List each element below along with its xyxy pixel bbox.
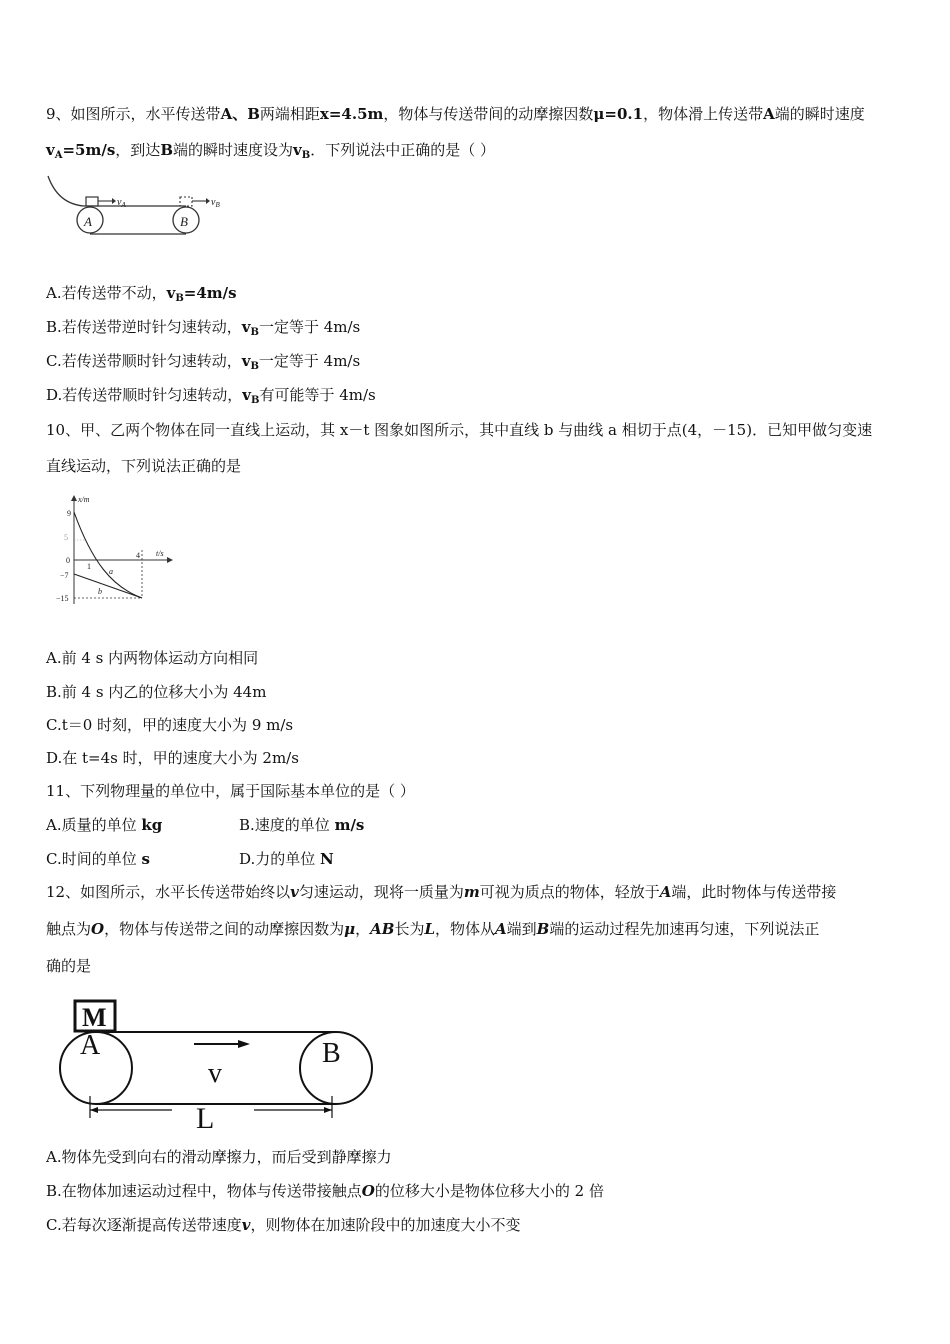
q10-line-b-label: b [98,587,102,596]
q12-option-a[interactable]: A.物体先受到向右的滑动摩擦力，而后受到静摩擦力 [46,1148,392,1166]
q10-xlabel: t/s [156,549,164,558]
q9-option-c[interactable]: C.若传送带顺时针匀速转动，$v_B$一定等于 4m/s [46,352,361,372]
q9-wheel-b-label: B [180,214,188,229]
q9-ramp-curve [48,176,84,206]
q10-option-b[interactable]: B.前 4 s 内乙的位移大小为 44m [46,683,267,701]
q12-conveyor-figure [54,998,374,1134]
q11-option-b[interactable]: B.速度的单位 m/s [239,816,365,834]
q10-ytick-m7: −7 [60,571,69,580]
q9-conveyor-figure [44,172,234,242]
q10-ytick-5: 5 [64,533,68,542]
q10-curve-a-label: a [109,567,113,576]
q10-option-d[interactable]: D.在 t=4s 时，甲的速度大小为 2m/s [46,749,299,767]
q9-va-label: $v_A$ [117,197,126,209]
q12-length-label: L [196,1102,215,1134]
q9-block-a [86,197,98,206]
q12-stem-line1: 12、如图所示，水平长传送带始终以v匀速运动，现将一质量为m可视为质点的物体，轻放于A端，此时物体与传送带接 [46,883,837,901]
q12-option-c[interactable]: C.若每次逐渐提高传送带速度v，则物体在加速阶段中的加速度大小不变 [46,1216,521,1234]
q11-option-a[interactable]: A.质量的单位 kg [46,816,163,834]
q9-block-b [180,197,192,206]
q10-curve-a [74,512,142,598]
q9-number: 9、 [46,105,71,123]
q10-xtick-1: 1 [87,562,91,571]
q9-wheel-a-label: A [84,214,92,229]
q9-stem-line1: 9、如图所示，水平传送带A、B两端相距x=4.5m，物体与传送带间的动摩擦因数μ=0.1，物体滑上传送带A端的瞬时速度 [46,105,865,123]
q10-xtick-4: 4 [136,551,140,560]
q10-line-b [74,574,142,598]
q10-ytick-0: 0 [66,556,70,565]
q12-velocity-label: v [208,1058,222,1089]
q11-stem: 11、下列物理量的单位中，属于国际基本单位的是（ ） [46,782,415,800]
q12-stem-line3: 确的是 [46,957,92,975]
q12-option-b[interactable]: B.在物体加速运动过程中，物体与传送带接触点O的位移大小是物体位移大小的 2 倍 [46,1182,604,1200]
q12-block-label: M [82,1003,107,1032]
q10-xt-graph [52,492,184,610]
q11-option-c[interactable]: C.时间的单位 s [46,850,150,868]
q12-wheel-b-label: B [322,1038,341,1069]
q12-stem-line2: 触点为O，物体与传送带之间的动摩擦因数为μ，AB长为L，物体从A端到B端的运动过程先加速再匀速，下列说法正 [46,920,820,938]
q11-option-d[interactable]: D.力的单位 N [239,850,334,868]
q9-option-a[interactable]: A.若传送带不动，$v_B=4m/s$ [46,284,237,304]
q10-ylabel: x/m [78,495,90,504]
q10-stem-line2: 直线运动，下列说法正确的是 [46,457,242,475]
q9-option-d[interactable]: D.若传送带顺时针匀速转动，$v_B$有可能等于 4m/s [46,386,376,406]
q12-wheel-a-label: A [80,1030,101,1061]
q10-option-a[interactable]: A.前 4 s 内两物体运动方向相同 [46,649,259,667]
q10-ytick-9: 9 [67,509,71,518]
q9-option-b[interactable]: B.若传送带逆时针匀速转动，$v_B$一定等于 4m/s [46,318,361,338]
q10-stem-line1: 10、甲、乙两个物体在同一直线上运动，其 x－t 图象如图所示，其中直线 b 与曲线 a 相切于点(4，－15)．已知甲做匀变速 [46,421,873,439]
q10-option-c[interactable]: C.t＝0 时刻，甲的速度大小为 9 m/s [46,716,294,734]
q10-ytick-m15: −15 [56,594,69,603]
q9-vb-label: $v_B$ [211,197,220,209]
q9-stem-line2: $v_A=5m/s$，到达B端的瞬时速度设为$v_B$．下列说法中正确的是（ ） [46,141,495,161]
